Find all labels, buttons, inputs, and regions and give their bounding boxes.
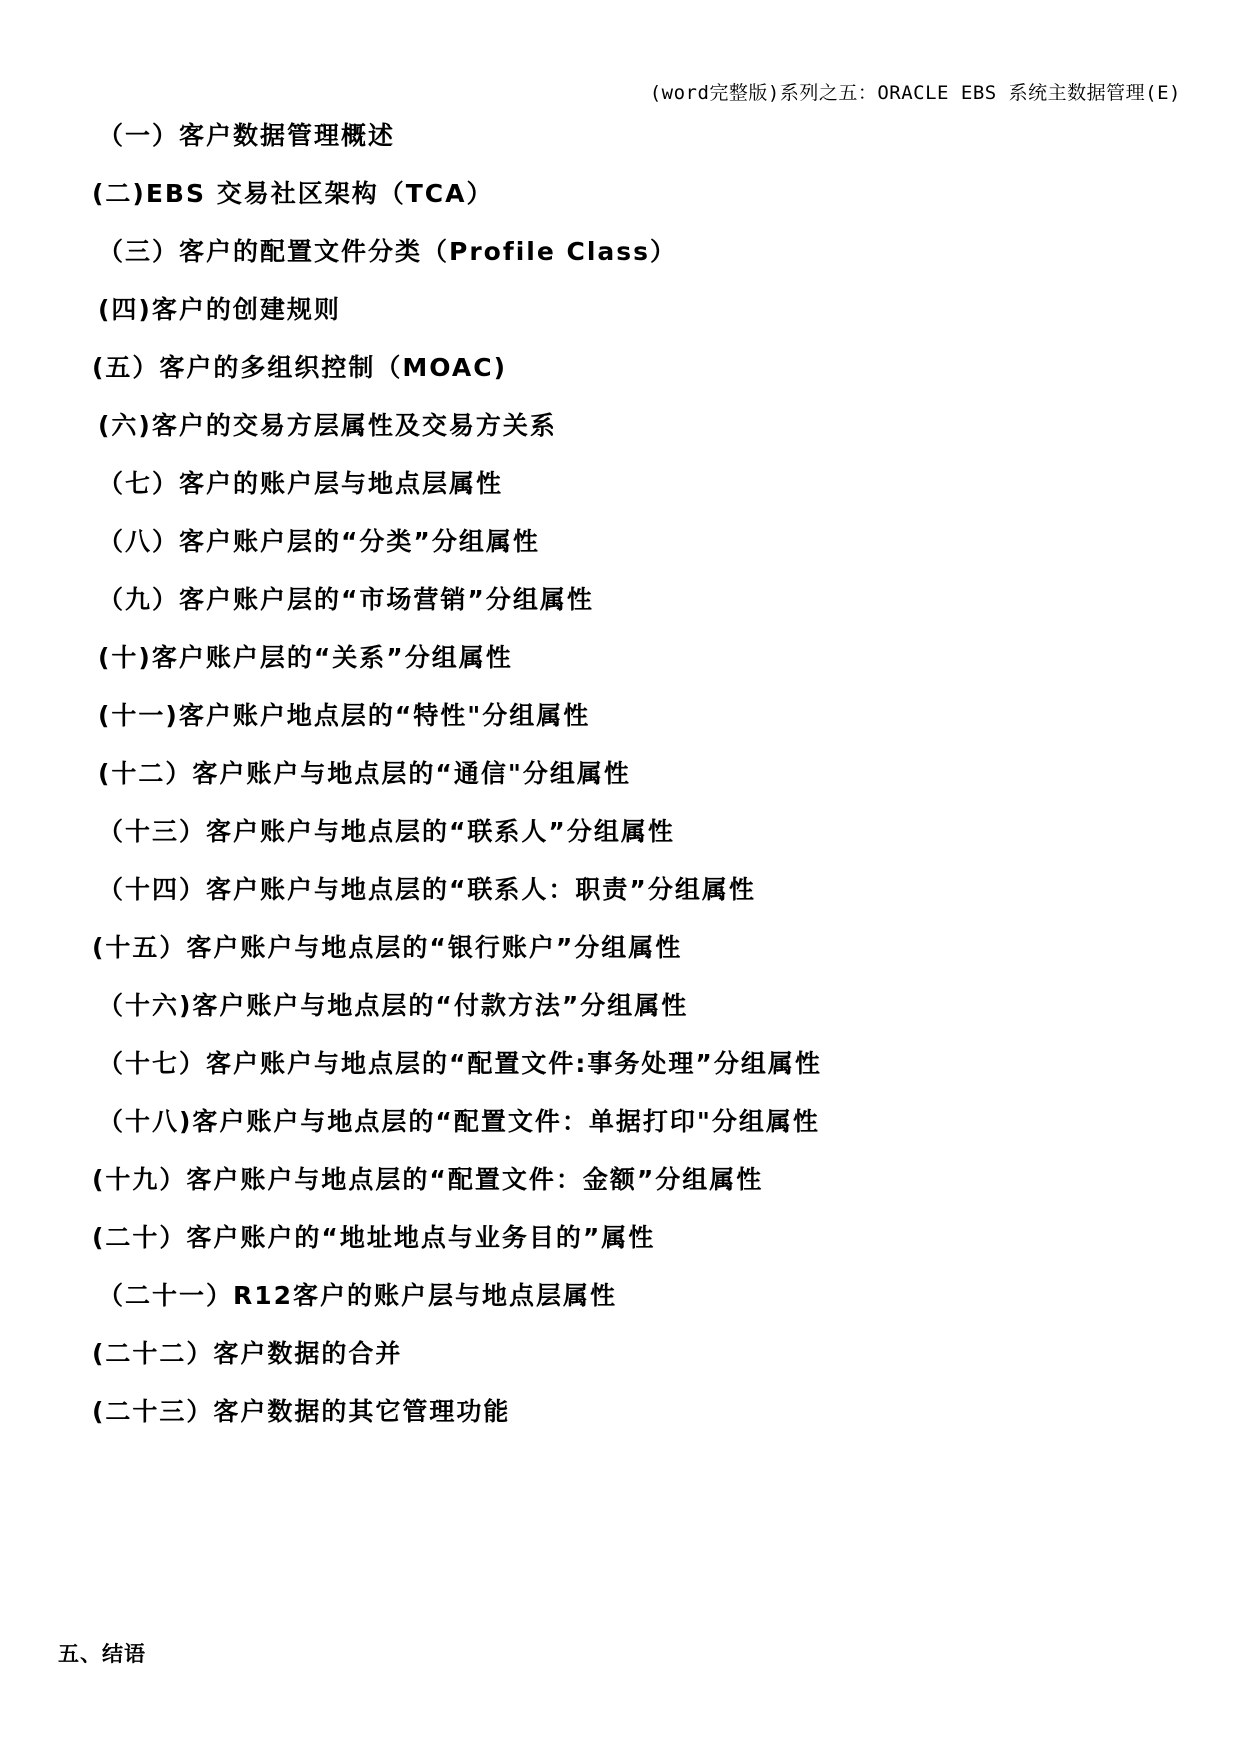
toc-item: (十九）客户账户与地点层的“配置文件：金额”分组属性 (92, 1165, 764, 1194)
toc-item: (二十三）客户数据的其它管理功能 (92, 1397, 511, 1426)
toc-item: (六)客户的交易方层属性及交易方关系 (98, 411, 557, 440)
toc-item: (十五）客户账户与地点层的“银行账户”分组属性 (92, 933, 683, 962)
toc-item: （十六)客户账户与地点层的“付款方法”分组属性 (98, 991, 689, 1020)
toc-item: (十)客户账户层的“关系”分组属性 (98, 643, 513, 672)
toc-item: （十三）客户账户与地点层的“联系人”分组属性 (98, 817, 675, 846)
toc-item: （一）客户数据管理概述 (98, 121, 396, 150)
toc-item: （十七）客户账户与地点层的“配置文件:事务处理”分组属性 (98, 1049, 822, 1078)
toc-item: （三）客户的配置文件分类（Profile Class） (98, 237, 678, 266)
toc-item: （二十一）R12客户的账户层与地点层属性 (98, 1281, 618, 1310)
toc-item: (五）客户的多组织控制（MOAC) (92, 353, 508, 382)
toc-item: (二十）客户账户的“地址地点与业务目的”属性 (92, 1223, 656, 1252)
toc-item: （七）客户的账户层与地点层属性 (98, 469, 504, 498)
toc-item: （十八)客户账户与地点层的“配置文件：单据打印"分组属性 (98, 1107, 820, 1136)
toc-item: （九）客户账户层的“市场营销”分组属性 (98, 585, 594, 614)
toc-item: (四)客户的创建规则 (98, 295, 341, 324)
toc-item: (二十二）客户数据的合并 (92, 1339, 403, 1368)
toc-item: (十二）客户账户与地点层的“通信"分组属性 (98, 759, 631, 788)
toc-item: （八）客户账户层的“分类”分组属性 (98, 527, 540, 556)
page-header: (word完整版)系列之五：ORACLE EBS 系统主数据管理(E) (649, 82, 1181, 104)
toc-item: （十四）客户账户与地点层的“联系人：职责”分组属性 (98, 875, 756, 904)
toc-item: (二)EBS 交易社区架构（TCA） (92, 179, 494, 208)
conclusion-heading: 五、结语 (58, 1642, 146, 1666)
toc-item: (十一)客户账户地点层的“特性"分组属性 (98, 701, 591, 730)
